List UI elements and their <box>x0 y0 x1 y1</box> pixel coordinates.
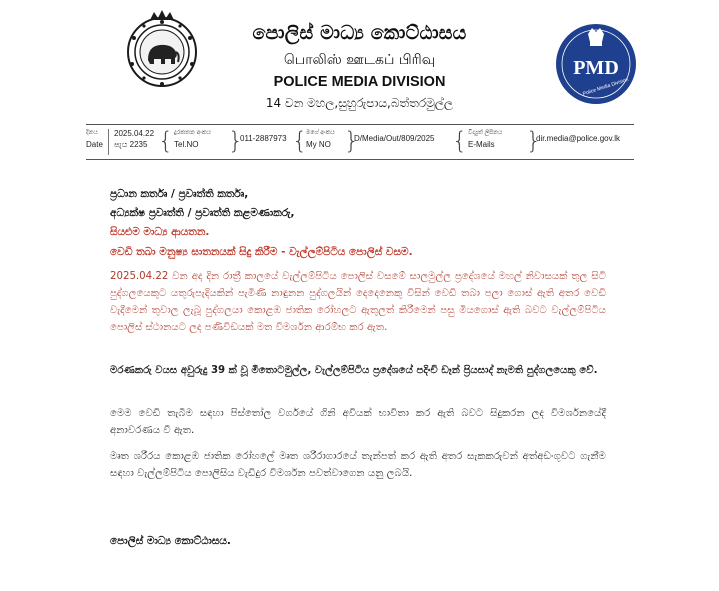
date-label: දිනය Date <box>86 130 103 149</box>
brace-icon: } <box>228 127 244 155</box>
paragraph-4: මෘත ශරීරය කොළඹ ජාතික රෝහලේ මෘත ශරීරාගාරයේ තැන්පත් කර ඇති අතර සැකකරුවන් අත්අඩංගුවට ගැනීම සඳහා වැල්ලම්පිටිය පොලිසිය වැඩිදුර විමර්ශන පවත්වාගෙන යනු ලබයි. <box>110 451 606 479</box>
brace-icon: { <box>452 127 468 155</box>
tel-label: දුරකතන අංකය Tel.NO <box>174 130 211 149</box>
title-tamil: பொலிஸ் ஊடகப் பிரிவு <box>283 52 436 68</box>
pmd-logo-ring-text: Police Media Division <box>582 76 630 98</box>
subject-line: වෙඩි තබා මනුෂ්‍ය ඝාතනයක් සිදු කිරීම - වැල්ලම්පිටිය පොලිස් වසම. <box>110 246 413 258</box>
brace-icon: { <box>158 127 174 155</box>
my-no-label: මගේ අංකය My NO <box>306 130 335 149</box>
signature: පොලිස් මාධ්‍ය කොට්ඨාසය. <box>110 535 231 547</box>
brace-icon: } <box>344 127 360 155</box>
office-address: 14 වන මහල,සුහුරුපාය,බත්තරමුල්ල <box>265 96 454 110</box>
my-no-value: D/Media/Out/809/2025 <box>354 134 435 143</box>
title-english: POLICE MEDIA DIVISION <box>273 74 446 90</box>
brace-icon: { <box>292 127 308 155</box>
pmd-logo-text: PMD <box>573 57 619 79</box>
reference-bar <box>86 124 634 160</box>
email-label: විද්‍යුත් ලිපිනය E-Mails <box>468 130 503 149</box>
email-value[interactable]: dir.media@police.gov.lk <box>536 134 621 143</box>
paragraph-1: 2025.04.22 වන අද දින රාත්‍රී කාලයේ වැල්ලම්පිටිය පොලිස් වසමේ සාලමුල්ල ප්‍රදේශයේ මහල් නිවාසයක් තුල සිටි පුද්ගලයෙකුට යතුරුපැදියකින් පැමිණි නාඳුනන පුද්ගලයින් දෙදෙනෙකු විසින් වෙඩි තබා පලා ගොස් ඇති අතර වෙඩි වැදීමෙන් තුවාල ලැබූ පුද්ගලයා කොළඹ ජාතික රෝහලට ඇතුලත් කිරීමෙන් පසු මියගොස් ඇති බවට වැල්ලම්පිටිය පොලිස් ස්ථානයට ලද පණිවිඩයක් මත විමර්ශන ආරම්භ කර ඇත. <box>110 271 606 333</box>
recipient-line: සියළුම මාධ්‍ය ආයතන. <box>110 226 210 238</box>
brace-icon: } <box>526 127 542 155</box>
recipient-line: අධ්‍යක්ෂ ප්‍රවෘත්ති / ප්‍රවෘත්ති කළමණාකරු, <box>110 207 295 219</box>
recipient-line: ප්‍රධාන කර්තෘ / ප්‍රවෘත්ති කර්තෘ, <box>110 188 249 200</box>
paragraph-2: මරණකරු වයස අවුරුදු 39 ක් වූ මීතොටමුල්ල, වැල්ලම්පිටිය ප්‍රදේශයේ පදිංචි ඩෑන් ප්‍රියසාද් නැමති පුද්ගලයෙකු වේ. <box>110 365 598 376</box>
recipients-block <box>110 185 295 242</box>
title-sinhala: පොලිස් මාධ්‍ය කොට්ඨාසය <box>252 22 467 44</box>
date-value: 2025.04.22 පැය 2235 <box>114 129 155 149</box>
tel-value: 011-2887973 <box>240 134 287 143</box>
paragraph-3: මෙම වෙඩි තැබීම සඳහා පිස්තෝල වර්ගයේ ගිනි අවියක් භාවිතා කර ඇති බවට සිදුකරන ලද විමර්ශනයේදී අනාවරණය වී ඇත. <box>110 408 606 436</box>
